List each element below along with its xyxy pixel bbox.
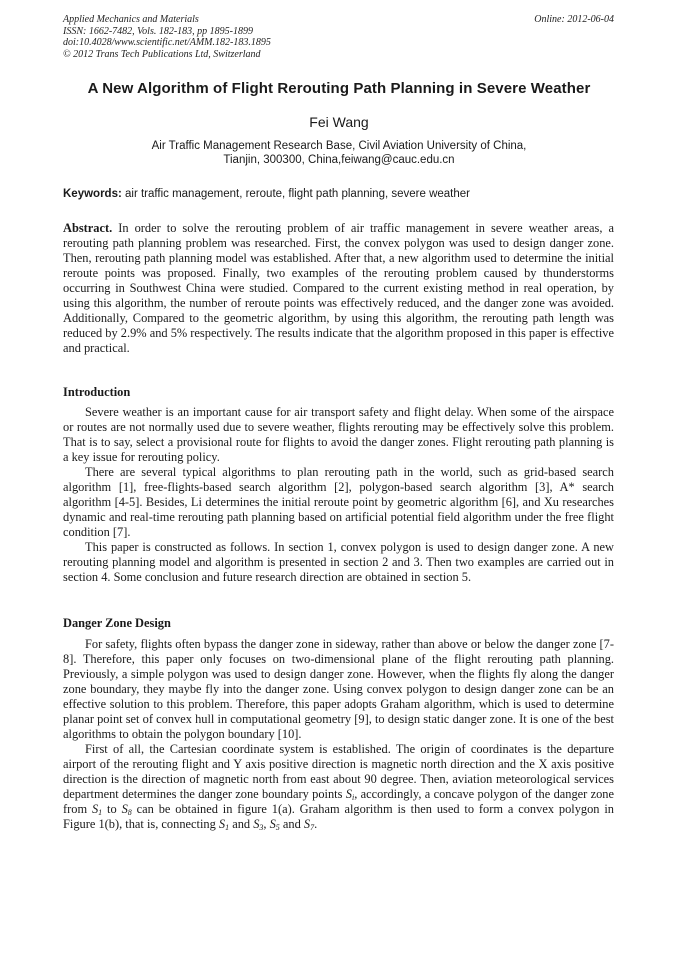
keywords bbox=[63, 188, 623, 200]
introduction-body bbox=[63, 405, 614, 585]
affiliation bbox=[40, 139, 638, 167]
danger-zone-heading: Danger Zone Design bbox=[63, 616, 171, 630]
copyright-line: © 2012 Trans Tech Publications Ltd, Switzerland bbox=[63, 48, 261, 60]
abstract-label: Abstract. bbox=[63, 221, 113, 235]
danger-zone-body bbox=[63, 637, 614, 832]
introduction-heading: Introduction bbox=[63, 385, 131, 399]
paragraph: This paper is constructed as follows. In section 1, convex polygon is used to design danger zone. A new rerouting planning model and algorithm is presented in section 2 and 3. Then two examples are carried out in section 4. Some conclusion and future research direction are obtained in section 5. bbox=[63, 540, 614, 584]
paragraph: Severe weather is an important cause for air transport safety and flight delay. When some of the airspace or routes are not normally used due to severe weather, flights rerouting may be effectively solve this problem. That is to say, select a provisional route for flights to avoid the danger zones. Flight rerouting path planning is a key issue for rerouting policy. bbox=[63, 405, 614, 464]
paragraph: For safety, flights often bypass the danger zone in sideway, rather than above or below the danger zone [7-8]. Therefore, this paper only focuses on two-dimensional plane of the flight rerouting path planning. Previously, a simple polygon was used to design danger zone. However, when the flights fly along the danger zone boundary, they maybe fly into the danger zone. Using convex polygon to design danger zone can be an effective solution to this problem. Therefore, this paper adopts Graham algorithm, which is used to determine planar point set of convex hull in computational geometry [9], to design static danger zone. It is one of the best algorithms to obtain the polygon boundary [10]. bbox=[63, 637, 614, 741]
affiliation-line-2: Tianjin, 300300, China,feiwang@cauc.edu.cn bbox=[223, 154, 455, 166]
keywords-label: Keywords: bbox=[63, 188, 122, 200]
issn-line: ISSN: 1662-7482, Vols. 182-183, pp 1895-1899 bbox=[63, 25, 253, 37]
author-name: Fei Wang bbox=[309, 114, 369, 130]
paragraph: There are several typical algorithms to plan rerouting path in the world, such as grid-based search algorithm [1], free-flights-based search algorithm [2], polygon-based search algorithm [3], A* search algorithm [4-5]. Besides, Li determines the initial reroute point by geometric algorithm [6], and Xu researches dynamic and real-time rerouting path planning based on artificial potential field algorithm under the free flight condition [7]. bbox=[63, 465, 614, 539]
paper-title: A New Algorithm of Flight Rerouting Path Planning in Severe Weather bbox=[87, 80, 591, 97]
affiliation-line-1: Air Traffic Management Research Base, Civil Aviation University of China, bbox=[151, 140, 527, 152]
keywords-text: air traffic management, reroute, flight path planning, severe weather bbox=[125, 188, 470, 200]
online-date: Online: 2012-06-04 bbox=[534, 14, 614, 25]
journal-header bbox=[63, 14, 614, 60]
paragraph: First of all, the Cartesian coordinate system is established. The origin of coordinates is the departure airport of the rerouting flight and Y axis positive direction is magnetic north direction and the X axis positive direction is the direction of magnetic north from east about 90 degree. Then, aviation meteorological services department determines the danger zone boundary points $S_i$, accordingly, a concave polygon of the danger zone from $S_1$ to $S_8$ can be obtained in figure 1(a). Graham algorithm is then used to form a convex polygon in Figure 1(b), that is, connecting $S_1$ and $S_3$, $S_5$ and $S_7$. bbox=[63, 742, 615, 832]
journal-name: Applied Mechanics and Materials bbox=[63, 14, 199, 25]
abstract bbox=[63, 221, 614, 356]
doi-line: doi:10.4028/www.scientific.net/AMM.182-183.1895 bbox=[63, 37, 271, 48]
abstract-text: In order to solve the rerouting problem of air traffic management in severe weather areas, a rerouting path planning problem was researched. First, the convex polygon was used to design danger zone. Then, rerouting path planning model was established. After that, a new algorithm used to determine the initial reroute points was proposed. Finally, two examples of the rerouting problem caused by thunderstorms occurring in Southwest China were studied. Compared to the current existing method in real operation, by using this algorithm, the number of reroute points was effectively reduced, and the danger zone was avoided. Additionally, Compared to the geometric algorithm, by using this algorithm, the rerouting path length was reduced by 2.9% and 5% respectively. The results indicate that the algorithm proposed in this paper is effective and practical. bbox=[63, 221, 614, 355]
